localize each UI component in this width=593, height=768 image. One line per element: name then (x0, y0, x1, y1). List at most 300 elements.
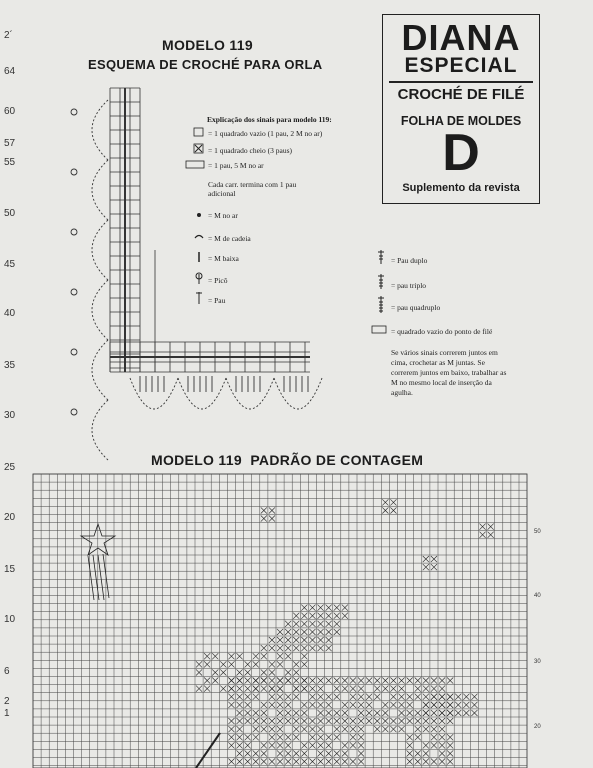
filled-cell (350, 718, 356, 724)
filled-cell (326, 678, 332, 684)
filled-cell (326, 694, 332, 700)
filled-cell (253, 678, 259, 684)
axis-label: 50 (534, 529, 541, 535)
filled-cell (309, 694, 315, 700)
filled-cell (326, 710, 332, 716)
filled-cell (431, 718, 437, 724)
section2-title-model: MODELO 119 (151, 452, 242, 468)
filled-cell (269, 669, 275, 675)
filled-cell (318, 718, 324, 724)
filled-cell (334, 686, 340, 692)
filled-cell (277, 678, 283, 684)
filled-cell (285, 678, 291, 684)
filled-cell (399, 718, 405, 724)
filled-cell (350, 678, 356, 684)
filled-cell (350, 726, 356, 732)
filled-cell (220, 686, 226, 692)
filled-cell (471, 694, 477, 700)
filled-cell (334, 734, 340, 740)
filled-cell (277, 726, 283, 732)
ruler-mark: 25 (4, 462, 16, 473)
filled-cell (285, 710, 291, 716)
filled-cell (301, 686, 307, 692)
filled-cell (269, 742, 275, 748)
filled-cell (309, 629, 315, 635)
filled-cell (301, 702, 307, 708)
filled-cell (415, 759, 421, 765)
filled-cell (358, 726, 364, 732)
filled-cell (318, 629, 324, 635)
filled-cell (350, 734, 356, 740)
filled-cell (204, 678, 210, 684)
filled-cell (293, 686, 299, 692)
filled-cell (269, 507, 275, 513)
filled-cell (204, 686, 210, 692)
filled-cell (261, 726, 267, 732)
filled-cell (301, 718, 307, 724)
filled-cell (196, 686, 202, 692)
filled-cell (342, 710, 348, 716)
filled-cell (318, 605, 324, 611)
filled-cell (415, 718, 421, 724)
filled-cell (261, 710, 267, 716)
filled-cell (237, 678, 243, 684)
filled-cell (309, 605, 315, 611)
filled-cell (488, 524, 494, 530)
filled-cell (334, 718, 340, 724)
filled-cell (269, 661, 275, 667)
filled-cell (269, 678, 275, 684)
filled-cell (309, 734, 315, 740)
filled-cell (293, 678, 299, 684)
filled-cell (382, 702, 388, 708)
ruler-mark: 45 (4, 259, 16, 270)
filled-cell (350, 742, 356, 748)
filled-cell (423, 564, 429, 570)
filled-cell (463, 702, 469, 708)
filled-cell (318, 694, 324, 700)
filled-cell (447, 734, 453, 740)
filled-cell (431, 734, 437, 740)
filled-cell (431, 556, 437, 562)
filled-cell (390, 694, 396, 700)
filled-cell (277, 734, 283, 740)
filled-cell (407, 694, 413, 700)
filled-cell (318, 686, 324, 692)
filled-cell (261, 759, 267, 765)
filled-cell (447, 702, 453, 708)
filled-cell (261, 750, 267, 756)
filled-cell (358, 759, 364, 765)
filled-cell (423, 702, 429, 708)
filled-cell (285, 637, 291, 643)
filled-cell (318, 742, 324, 748)
filled-cell (342, 686, 348, 692)
filled-cell (382, 726, 388, 732)
filled-cell (245, 661, 251, 667)
filled-cell (447, 718, 453, 724)
filled-cell (439, 742, 445, 748)
filled-cell (293, 661, 299, 667)
filled-cell (245, 759, 251, 765)
filled-cell (366, 678, 372, 684)
filled-cell (261, 742, 267, 748)
filled-cell (245, 678, 251, 684)
filled-cell (228, 718, 234, 724)
filled-cell (277, 718, 283, 724)
filled-cell (390, 507, 396, 513)
filled-cell (245, 669, 251, 675)
filled-cell (293, 621, 299, 627)
filled-cell (293, 726, 299, 732)
filled-cell (407, 734, 413, 740)
filled-cell (318, 710, 324, 716)
filled-cell (318, 734, 324, 740)
ruler-mark: 10 (4, 614, 16, 625)
filled-cell (480, 524, 486, 530)
filled-cell (358, 678, 364, 684)
filled-cell (285, 629, 291, 635)
filled-cell (237, 759, 243, 765)
filled-cell (455, 702, 461, 708)
filled-cell (382, 686, 388, 692)
filled-cell (285, 718, 291, 724)
wand-stroke (196, 733, 220, 768)
ruler-mark: 2´ (4, 30, 13, 41)
filled-cell (358, 734, 364, 740)
ruler-mark: 30 (4, 410, 16, 421)
brand-category: CROCHÉ DE FILÉ (397, 86, 525, 103)
filled-cell (366, 718, 372, 724)
filled-cell (415, 750, 421, 756)
filled-cell (399, 678, 405, 684)
filled-cell (237, 734, 243, 740)
filled-cell (277, 661, 283, 667)
filled-cell (334, 694, 340, 700)
filled-cell (326, 750, 332, 756)
filled-cell (326, 759, 332, 765)
brand-letter: D (442, 124, 480, 182)
filled-cell (301, 613, 307, 619)
filled-cell (309, 726, 315, 732)
filled-cell (423, 694, 429, 700)
filled-cell (277, 694, 283, 700)
filled-cell (334, 710, 340, 716)
filled-cell (269, 759, 275, 765)
filled-cell (350, 686, 356, 692)
filled-cell (253, 710, 259, 716)
filled-cell (326, 645, 332, 651)
filled-cell (390, 726, 396, 732)
filled-cell (399, 702, 405, 708)
ruler-mark: 1 (4, 708, 10, 719)
filled-cell (374, 718, 380, 724)
filled-cell (309, 742, 315, 748)
filled-cell (293, 613, 299, 619)
filled-cell (318, 645, 324, 651)
filled-cell (350, 694, 356, 700)
legend-item-text: = Pau (208, 296, 226, 305)
filled-cell (237, 750, 243, 756)
filled-cell (261, 702, 267, 708)
filled-cell (237, 694, 243, 700)
filled-cell (301, 661, 307, 667)
filled-cell (285, 621, 291, 627)
brand-name: DIANA (401, 17, 521, 58)
filled-cell (318, 678, 324, 684)
section1-subtitle: ESQUEMA DE CROCHÉ PARA ORLA (88, 57, 323, 72)
filled-cell (471, 710, 477, 716)
filled-cell (261, 686, 267, 692)
filled-cell (253, 694, 259, 700)
filled-cell (342, 613, 348, 619)
filled-cell (407, 718, 413, 724)
filled-cell (293, 710, 299, 716)
filled-cell (318, 621, 324, 627)
filled-cell (358, 750, 364, 756)
filled-cell (237, 702, 243, 708)
filled-cell (293, 750, 299, 756)
filled-cell (309, 718, 315, 724)
filled-cell (439, 750, 445, 756)
filled-cell (228, 686, 234, 692)
section2-title-sub: PADRÃO DE CONTAGEM (250, 452, 424, 468)
filled-cell (212, 678, 218, 684)
section1-title: MODELO 119 (162, 37, 253, 53)
filled-cell (318, 613, 324, 619)
ruler-mark: 60 (4, 106, 16, 117)
filled-cell (269, 726, 275, 732)
filled-cell (245, 686, 251, 692)
filled-cell (447, 759, 453, 765)
filled-cell (293, 694, 299, 700)
filled-cell (342, 702, 348, 708)
filled-cell (245, 750, 251, 756)
filled-cell (390, 686, 396, 692)
filled-cell (463, 710, 469, 716)
filled-cell (318, 702, 324, 708)
filled-cell (269, 694, 275, 700)
ruler-mark: 2 (4, 696, 10, 707)
filled-cell (415, 694, 421, 700)
filled-cell (261, 653, 267, 659)
filled-cell (237, 669, 243, 675)
filled-cell (293, 629, 299, 635)
filled-cell (415, 734, 421, 740)
filled-cell (269, 686, 275, 692)
filled-cell (423, 742, 429, 748)
legend-item-text: = 1 quadrado cheio (3 paus) (208, 146, 292, 155)
filled-cell (342, 726, 348, 732)
filled-cell (261, 516, 267, 522)
filled-cell (285, 759, 291, 765)
filled-cell (204, 653, 210, 659)
filled-cell (431, 564, 437, 570)
filled-cell (358, 742, 364, 748)
filled-cell (326, 613, 332, 619)
filled-cell (431, 742, 437, 748)
filled-cell (269, 702, 275, 708)
filled-cell (407, 742, 413, 748)
filled-cell (382, 499, 388, 505)
filled-cell (245, 710, 251, 716)
filled-cell (228, 742, 234, 748)
filled-cell (301, 710, 307, 716)
filled-cell (277, 653, 283, 659)
filled-cell (318, 750, 324, 756)
legend-right-item-text: = pau quadruplo (391, 303, 441, 312)
filled-cell (293, 669, 299, 675)
filled-cell (350, 759, 356, 765)
filled-cell (220, 661, 226, 667)
filled-cell (285, 742, 291, 748)
filled-cell (447, 742, 453, 748)
filled-cell (269, 637, 275, 643)
filled-cell (358, 694, 364, 700)
filled-cell (309, 686, 315, 692)
filled-cell (423, 678, 429, 684)
filled-cell (407, 759, 413, 765)
filled-cell (423, 750, 429, 756)
filled-cell (415, 678, 421, 684)
filled-cell (228, 702, 234, 708)
filled-cell (285, 702, 291, 708)
filled-cell (253, 734, 259, 740)
filled-cell (382, 678, 388, 684)
filled-cell (228, 734, 234, 740)
filled-cell (342, 678, 348, 684)
filled-cell (415, 726, 421, 732)
filled-cell (277, 750, 283, 756)
filled-cell (382, 507, 388, 513)
filled-cell (245, 702, 251, 708)
filled-cell (277, 686, 283, 692)
ruler-mark: 15 (4, 564, 16, 575)
legend-right-item-text: = quadrado vazio do ponto de filé (391, 327, 493, 336)
filled-cell (399, 686, 405, 692)
filled-cell (261, 507, 267, 513)
filled-cell (407, 678, 413, 684)
filled-cell (253, 718, 259, 724)
filled-cell (488, 532, 494, 538)
filled-cell (293, 759, 299, 765)
filled-cell (253, 653, 259, 659)
filled-cell (447, 678, 453, 684)
filled-cell (326, 742, 332, 748)
filled-cell (228, 661, 234, 667)
filled-cell (407, 702, 413, 708)
brand-edition: ESPECIAL (404, 54, 518, 77)
filled-cell (399, 710, 405, 716)
ruler-mark: 57 (4, 138, 16, 149)
filled-cell (277, 637, 283, 643)
filled-cell (261, 718, 267, 724)
filled-cell (390, 499, 396, 505)
filled-cell (301, 621, 307, 627)
filled-cell (399, 694, 405, 700)
filled-cell (382, 718, 388, 724)
filled-cell (423, 556, 429, 562)
filled-cell (269, 645, 275, 651)
filled-cell (309, 645, 315, 651)
filled-cell (253, 726, 259, 732)
filled-cell (301, 629, 307, 635)
filled-cell (309, 613, 315, 619)
filled-cell (277, 710, 283, 716)
filled-cell (228, 678, 234, 684)
filled-cell (261, 678, 267, 684)
legend-note: Se vários sinais correrem juntos em cima, crochetar as M juntas. Se correrem juntos em baixo, trabalhar as M no mesmo local de inserção da agulha. (391, 348, 507, 397)
ruler-mark: 55 (4, 157, 16, 168)
filled-cell (253, 759, 259, 765)
filled-cell (334, 605, 340, 611)
brand-supplement: Suplemento da revista (402, 182, 520, 194)
legend-item-text: = Picô (208, 276, 228, 285)
filled-cell (237, 686, 243, 692)
filled-cell (293, 645, 299, 651)
filled-cell (439, 702, 445, 708)
filled-cell (245, 742, 251, 748)
filled-cell (423, 718, 429, 724)
filled-cell (334, 759, 340, 765)
filled-cell (431, 759, 437, 765)
filled-cell (334, 750, 340, 756)
filled-cell (439, 710, 445, 716)
filled-cell (407, 710, 413, 716)
ruler-mark: 20 (4, 512, 16, 523)
filled-cell (228, 694, 234, 700)
filled-cell (326, 629, 332, 635)
filled-cell (301, 750, 307, 756)
filled-cell (285, 750, 291, 756)
filled-cell (447, 710, 453, 716)
filled-cell (382, 710, 388, 716)
filled-cell (309, 621, 315, 627)
filled-cell (439, 718, 445, 724)
filled-cell (309, 702, 315, 708)
filled-cell (358, 702, 364, 708)
filled-cell (374, 726, 380, 732)
filled-cell (237, 742, 243, 748)
legend-heading: Explicação dos sinais para modelo 119: (207, 115, 332, 124)
filled-cell (204, 661, 210, 667)
filled-cell (366, 694, 372, 700)
filled-cell (293, 734, 299, 740)
filled-cell (261, 669, 267, 675)
filled-cell (269, 734, 275, 740)
filled-cell (439, 734, 445, 740)
filled-cell (212, 669, 218, 675)
filled-cell (245, 718, 251, 724)
filled-cell (253, 750, 259, 756)
filled-cell (318, 637, 324, 643)
ruler-mark: 35 (4, 360, 16, 371)
filled-cell (342, 750, 348, 756)
axis-label: 40 (534, 593, 541, 599)
filled-cell (399, 726, 405, 732)
filled-cell (326, 621, 332, 627)
filled-cell (390, 718, 396, 724)
filled-cell (374, 678, 380, 684)
filled-cell (285, 734, 291, 740)
filled-cell (309, 637, 315, 643)
filled-cell (309, 678, 315, 684)
filled-cell (301, 678, 307, 684)
filled-cell (318, 759, 324, 765)
filled-cell (374, 694, 380, 700)
filled-cell (277, 702, 283, 708)
filled-cell (455, 694, 461, 700)
